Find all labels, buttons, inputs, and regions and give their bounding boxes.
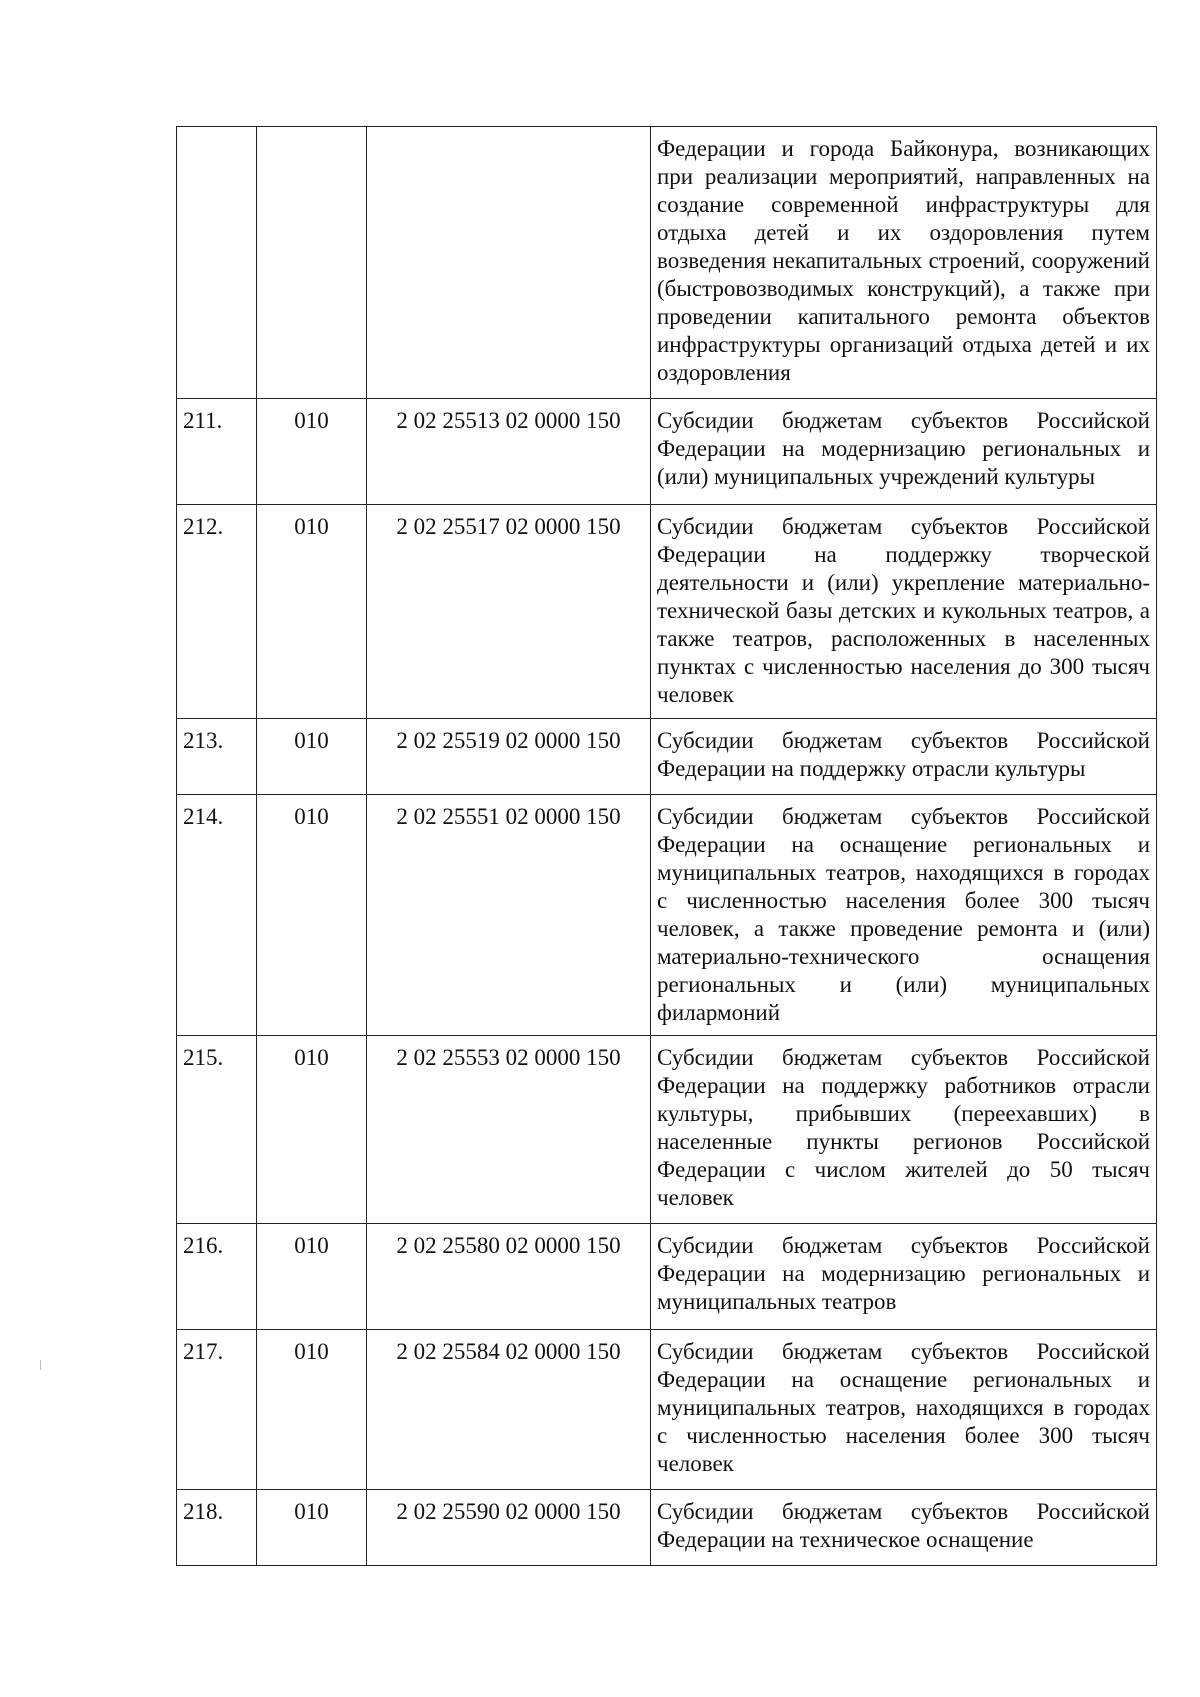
budget-code-cell: 2 02 25584 02 0000 150 — [367, 1330, 651, 1490]
description-cell: Субсидии бюджетам субъектов Российской Федерации на оснащение региональных и муниципальных театров, находящихся в городах с численностью населения более 300 тысяч человек — [651, 1330, 1157, 1490]
budget-code-cell: 2 02 25590 02 0000 150 — [367, 1490, 651, 1566]
row-number-cell: 218. — [177, 1490, 257, 1566]
table-row — [177, 719, 1157, 795]
table-row — [177, 795, 1157, 1036]
row-number-cell: 214. — [177, 795, 257, 1036]
budget-code-cell: 2 02 25519 02 0000 150 — [367, 719, 651, 795]
table-row — [177, 1224, 1157, 1330]
row-number-cell: 211. — [177, 399, 257, 505]
description-cell: Субсидии бюджетам субъектов Российской Федерации на техническое оснащение — [651, 1490, 1157, 1566]
admin-code-cell: 010 — [257, 1224, 367, 1330]
table-row — [177, 127, 1157, 399]
budget-code-table — [176, 126, 1157, 1566]
description-cell: Федерации и города Байконура, возникающих при реализации мероприятий, направленных на создание современной инфраструктуры для отдыха детей и их оздоровления путем возведения некапитальных строений, сооружений (быстровозводимых конструкций), а также при проведении капитального ремонта объектов инфраструктуры организаций отдыха детей и их оздоровления — [651, 127, 1157, 399]
table-row — [177, 1036, 1157, 1224]
admin-code-cell: 010 — [257, 505, 367, 719]
admin-code-cell: 010 — [257, 399, 367, 505]
budget-code-cell — [367, 127, 651, 399]
row-number-cell — [177, 127, 257, 399]
admin-code-cell — [257, 127, 367, 399]
admin-code-cell: 010 — [257, 1490, 367, 1566]
admin-code-cell: 010 — [257, 719, 367, 795]
table-row — [177, 1330, 1157, 1490]
table-row — [177, 399, 1157, 505]
budget-code-cell: 2 02 25551 02 0000 150 — [367, 795, 651, 1036]
table-row — [177, 1490, 1157, 1566]
budget-code-cell: 2 02 25517 02 0000 150 — [367, 505, 651, 719]
table-row — [177, 505, 1157, 719]
description-cell: Субсидии бюджетам субъектов Российской Федерации на поддержку творческой деятельности и (или) укрепление материально-технической базы детских и кукольных театров, а также театров, расположенных в населенных пунктах с численностью населения до 300 тысяч человек — [651, 505, 1157, 719]
row-number-cell: 215. — [177, 1036, 257, 1224]
admin-code-cell: 010 — [257, 795, 367, 1036]
table-body — [177, 127, 1157, 1566]
description-cell: Субсидии бюджетам субъектов Российской Федерации на поддержку отрасли культуры — [651, 719, 1157, 795]
description-cell: Субсидии бюджетам субъектов Российской Федерации на поддержку работников отрасли культуры, прибывших (переехавших) в населенные пункты регионов Российской Федерации с числом жителей до 50 тысяч человек — [651, 1036, 1157, 1224]
scan-artifact-mark — [40, 1360, 41, 1370]
row-number-cell: 217. — [177, 1330, 257, 1490]
description-cell: Субсидии бюджетам субъектов Российской Федерации на модернизацию региональных и (или) муниципальных учреждений культуры — [651, 399, 1157, 505]
description-cell: Субсидии бюджетам субъектов Российской Федерации на модернизацию региональных и муниципальных театров — [651, 1224, 1157, 1330]
budget-code-cell: 2 02 25553 02 0000 150 — [367, 1036, 651, 1224]
budget-code-cell: 2 02 25580 02 0000 150 — [367, 1224, 651, 1330]
row-number-cell: 213. — [177, 719, 257, 795]
admin-code-cell: 010 — [257, 1036, 367, 1224]
row-number-cell: 216. — [177, 1224, 257, 1330]
row-number-cell: 212. — [177, 505, 257, 719]
budget-code-cell: 2 02 25513 02 0000 150 — [367, 399, 651, 505]
admin-code-cell: 010 — [257, 1330, 367, 1490]
description-cell: Субсидии бюджетам субъектов Российской Федерации на оснащение региональных и муниципальных театров, находящихся в городах с численностью населения более 300 тысяч человек, а также проведение ремонта и (или) материально-технического оснащения региональных и (или) муниципальных филармоний — [651, 795, 1157, 1036]
